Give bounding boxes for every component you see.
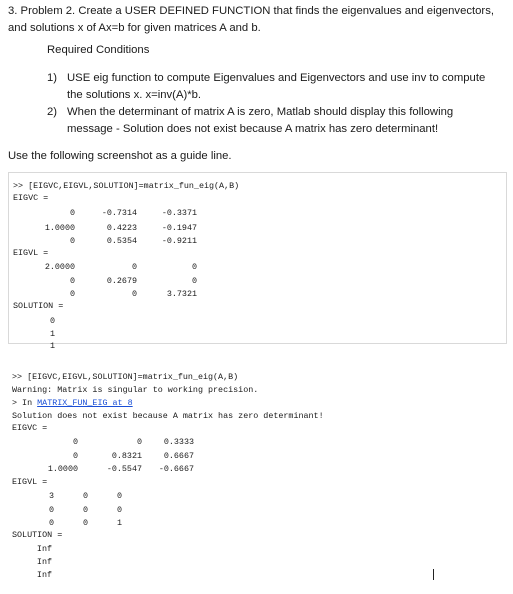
eigvc-cell: 0 bbox=[72, 437, 78, 447]
eigvl-cell: 0 bbox=[48, 505, 54, 515]
eigvc-cell: 0 bbox=[69, 208, 75, 218]
eigvl-label: EIGVL = bbox=[13, 248, 49, 258]
console-command: >> [EIGVC,EIGVL,SOLUTION]=matrix_fun_eig(A,B) bbox=[12, 372, 239, 382]
eigvl-cell: 0 bbox=[69, 276, 75, 286]
solution-label: SOLUTION = bbox=[13, 301, 64, 311]
solution-cell: 1 bbox=[49, 341, 55, 351]
solution-cell: 0 bbox=[49, 316, 55, 326]
console-screenshot-2 bbox=[8, 364, 505, 590]
eigvc-cell: 0.6667 bbox=[163, 451, 194, 461]
eigvc-cell: 1.0000 bbox=[44, 223, 75, 233]
eigvc-cell: 0.5354 bbox=[106, 236, 137, 246]
eigvc-cell: 1.0000 bbox=[47, 464, 78, 474]
text-cursor bbox=[433, 569, 434, 580]
problem-title: 3. Problem 2. Create a USER DEFINED FUNCTION that finds the eigenvalues and eigenvectors, and solutions x of Ax=b for given matrices A and b. bbox=[8, 5, 494, 34]
eigvc-cell: 0.4223 bbox=[106, 223, 137, 233]
eigvc-label: EIGVC = bbox=[13, 193, 49, 203]
eigvc-cell: 0 bbox=[69, 236, 75, 246]
eigvc-label: EIGVC = bbox=[12, 423, 48, 433]
eigvl-cell: 0 bbox=[82, 505, 88, 515]
solution-label: SOLUTION = bbox=[12, 530, 63, 540]
solution-cell: Inf bbox=[36, 544, 52, 554]
eigvc-cell: -0.5547 bbox=[106, 464, 142, 474]
eigvl-cell: 0 bbox=[69, 289, 75, 299]
eigvl-cell: 0 bbox=[131, 262, 137, 272]
eigvc-cell: -0.7314 bbox=[101, 208, 137, 218]
warning-text: Warning: Matrix is singular to working precision. bbox=[12, 385, 259, 395]
eigvc-cell: 0.8321 bbox=[111, 451, 142, 461]
condition-text: USE eig function to compute Eigenvalues and Eigenvectors and use inv to compute the solutions x. x=inv(A)*b. bbox=[67, 72, 486, 101]
solution-cell: Inf bbox=[36, 557, 52, 567]
eigvl-cell: 0.2679 bbox=[106, 276, 137, 286]
eigvl-cell: 0 bbox=[48, 518, 54, 528]
required-conditions-heading: Required Conditions bbox=[47, 44, 150, 56]
solution-cell: 1 bbox=[49, 329, 55, 339]
console-command: >> [EIGVC,EIGVL,SOLUTION]=matrix_fun_eig(A,B) bbox=[13, 181, 240, 191]
eigvc-cell: -0.3371 bbox=[161, 208, 197, 218]
eigvc-cell: -0.1947 bbox=[161, 223, 197, 233]
eigvl-cell: 0 bbox=[191, 262, 197, 272]
eigvl-cell: 3.7321 bbox=[166, 289, 197, 299]
stack-trace-prefix: > In bbox=[12, 398, 38, 408]
eigvc-cell: 0 bbox=[136, 437, 142, 447]
eigvl-cell: 0 bbox=[82, 491, 88, 501]
eigvc-cell: -0.6667 bbox=[158, 464, 194, 474]
guide-text: Use the following screenshot as a guide line. bbox=[8, 150, 232, 162]
eigvc-cell: -0.9211 bbox=[161, 236, 197, 246]
eigvc-cell: 0.3333 bbox=[163, 437, 194, 447]
condition-text: When the determinant of matrix A is zero, Matlab should display this following message - Solution does not exist because A matrix has zero determinant! bbox=[67, 106, 454, 135]
condition-number: 1) bbox=[47, 72, 58, 84]
eigvl-cell: 0 bbox=[82, 518, 88, 528]
console-screenshot-1 bbox=[8, 172, 507, 351]
eigvl-cell: 2.0000 bbox=[44, 262, 75, 272]
solution-cell: Inf bbox=[36, 570, 52, 580]
eigvl-cell: 0 bbox=[131, 289, 137, 299]
eigvl-cell: 0 bbox=[116, 491, 122, 501]
stack-trace-link[interactable]: MATRIX_FUN_EIG at 8 bbox=[37, 398, 133, 408]
condition-number: 2) bbox=[47, 106, 58, 118]
eigvl-label: EIGVL = bbox=[12, 477, 48, 487]
eigvl-cell: 1 bbox=[116, 518, 122, 528]
eigvl-cell: 0 bbox=[116, 505, 122, 515]
error-message: Solution does not exist because A matrix has zero determinant! bbox=[12, 411, 324, 421]
eigvl-cell: 3 bbox=[48, 491, 54, 501]
eigvc-cell: 0 bbox=[72, 451, 78, 461]
eigvl-cell: 0 bbox=[191, 276, 197, 286]
stack-trace-line bbox=[12, 398, 133, 408]
